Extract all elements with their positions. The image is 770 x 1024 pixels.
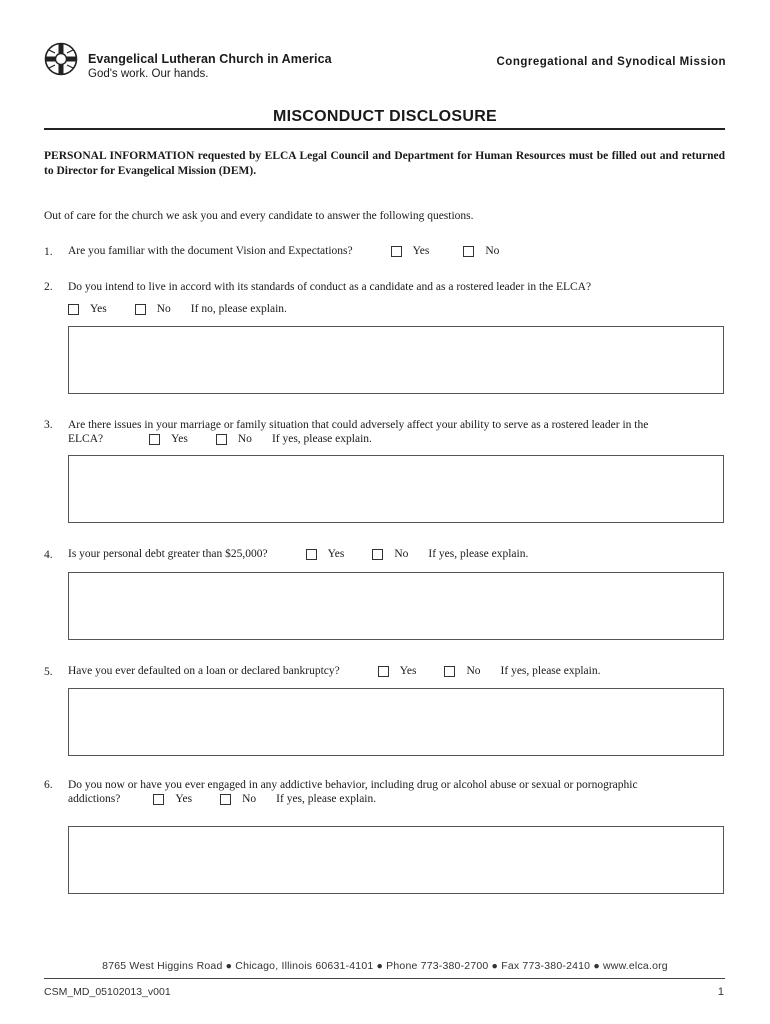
yes-label: Yes [171,433,188,445]
org-name: Evangelical Lutheran Church in America [88,52,332,66]
question-5-note: If yes, please explain. [500,665,601,677]
question-6-answer-box[interactable] [68,826,724,894]
question-1-yes-checkbox[interactable] [391,246,402,257]
question-3-options [68,433,372,445]
question-1-number: 1. [44,246,53,258]
question-6-number: 6. [44,779,53,791]
elca-cross-logo-icon [44,42,78,76]
question-2-number: 2. [44,281,53,293]
document-code: CSM_MD_05102013_v001 [44,986,171,998]
footer-divider [44,978,725,979]
footer-address: 8765 West Higgins Road ● Chicago, Illinois 60631-4101 ● Phone 773-380-2700 ● Fax 773-380-2410 ● www.elca.org [102,960,668,972]
org-tagline: God's work. Our hands. [88,68,209,80]
lead-text: Out of care for the church we ask you and every candidate to answer the following questions. [44,210,474,222]
question-4-number: 4. [44,549,53,561]
no-label: No [242,793,257,805]
question-5-number: 5. [44,666,53,678]
unit-name: Congregational and Synodical Mission [496,56,726,68]
page-title: MISCONDUCT DISCLOSURE [272,108,498,125]
yes-label: Yes [175,793,193,805]
question-3-yes-checkbox[interactable] [149,434,160,445]
question-2-text: Do you intend to live in accord with its standards of conduct as a candidate and as a rostered leader in the ELCA? [68,281,592,293]
question-3-text-cont: ELCA? [68,433,104,445]
question-2-yes-checkbox[interactable] [68,304,79,315]
question-5-row [68,665,600,677]
question-3-note: If yes, please explain. [271,433,372,445]
question-3-no-checkbox[interactable] [216,434,227,445]
question-6-yes-checkbox[interactable] [153,794,164,805]
question-4-no-checkbox[interactable] [372,549,383,560]
question-4-answer-box[interactable] [68,572,724,640]
no-label: No [394,548,409,560]
no-label: No [466,665,481,677]
question-2-no-checkbox[interactable] [135,304,146,315]
question-6-note: If yes, please explain. [276,793,377,805]
no-label: No [156,303,171,315]
question-6-text-cont: addictions? [68,793,121,805]
question-4-row [68,548,528,560]
yes-label: Yes [90,303,107,315]
intro-text: PERSONAL INFORMATION requested by ELCA Legal Council and Department for Human Resources must be filled out and returned to Director for Evangelical Mission (DEM). [44,150,725,177]
question-1-text: Are you familiar with the document Vision and Expectations? [68,245,353,257]
yes-label: Yes [412,245,430,257]
question-3-number: 3. [44,419,53,431]
question-6-no-checkbox[interactable] [220,794,231,805]
question-2-options [68,303,287,315]
no-label: No [237,433,252,445]
yes-label: Yes [399,665,417,677]
question-5-answer-box[interactable] [68,688,724,756]
question-4-text: Is your personal debt greater than $25,000? [68,548,268,560]
page-number: 1 [717,986,724,998]
question-4-note: If yes, please explain. [428,548,529,560]
question-5-yes-checkbox[interactable] [378,666,389,677]
yes-label: Yes [327,548,345,560]
no-label: No [485,245,500,257]
question-3-answer-box[interactable] [68,455,724,523]
question-4-yes-checkbox[interactable] [306,549,317,560]
question-5-text: Have you ever defaulted on a loan or declared bankruptcy? [68,665,340,677]
question-1-no-checkbox[interactable] [463,246,474,257]
question-5-no-checkbox[interactable] [444,666,455,677]
question-2-answer-box[interactable] [68,326,724,394]
question-2-note: If no, please explain. [190,303,287,315]
title-divider [44,128,725,130]
question-6-options [68,793,376,805]
question-6-text: Do you now or have you ever engaged in any addictive behavior, including drug or alcohol abuse or sexual or pornographic [68,779,638,791]
question-1-row [68,245,499,257]
question-3-text: Are there issues in your marriage or family situation that could adversely affect your ability to serve as a rostered leader in the [68,419,649,431]
